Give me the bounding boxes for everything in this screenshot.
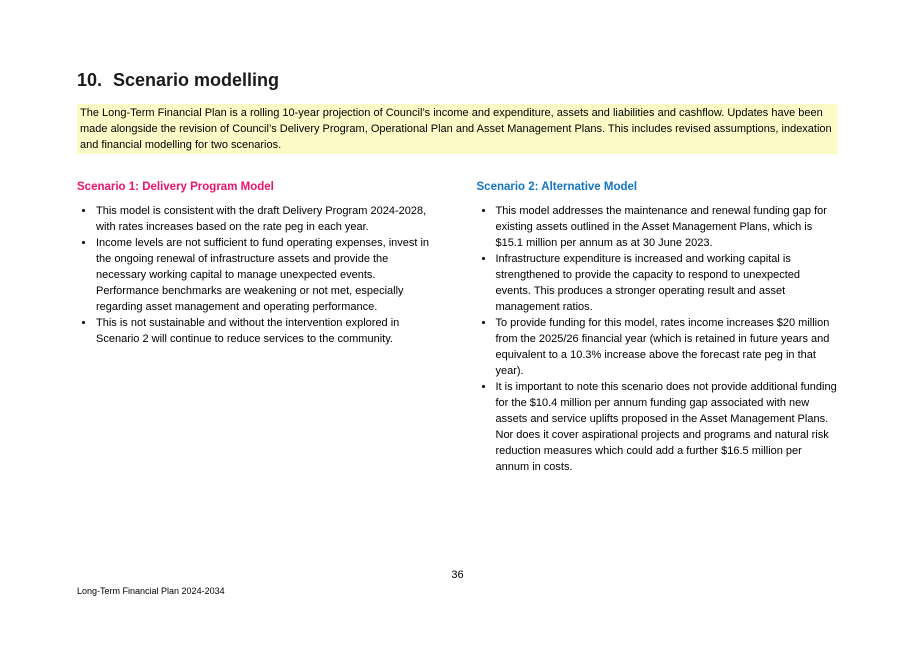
page-number: 36 xyxy=(451,569,464,581)
scenario-2-bullet-item: • To provide funding for this model, rates income increases $20 million from the 2025/26 financial year (which is retained in future years and equivalent to a 10.3% increase above the forecast rate peg in that year). xyxy=(495,315,839,379)
section-title: Scenario modelling xyxy=(113,70,280,90)
footer-document-title: Long-Term Financial Plan 2024-2034 xyxy=(77,586,225,596)
scenario-columns xyxy=(77,180,838,475)
scenario-1-heading: Scenario 1: Delivery Program Model xyxy=(77,181,274,193)
scenario-1-bullet-list xyxy=(77,203,439,347)
scenario-1-bullet-item: • Income levels are not sufficient to fund operating expenses, invest in the ongoing renewal of infrastructure assets and provide the necessary working capital to manage unexpected events. Performance benchmarks are weakening or not met, especially regarding asset management and operating performance. xyxy=(95,235,439,315)
intro-highlighted-paragraph: The Long-Term Financial Plan is a rolling 10-year projection of Council’s income and expenditure, assets and liabilities and cashflow. Updates have been made alongside the revision of Council’s Delivery Program, Operational Plan and Asset Management Plans. This includes revised assumptions, indexation and financial modelling for two scenarios. xyxy=(77,104,838,154)
scenario-1-column xyxy=(77,180,439,475)
scenario-1-bullet-item: • This is not sustainable and without the intervention explored in Scenario 2 will continue to reduce services to the community. xyxy=(95,315,439,347)
section-number: 10. xyxy=(77,70,103,90)
scenario-2-bullet-item: • Infrastructure expenditure is increased and working capital is strengthened to provide the capacity to respond to unexpected events. This produces a stronger operating result and asset management ratios. xyxy=(495,251,839,315)
section-heading xyxy=(77,70,838,91)
scenario-1-bullet-item: • This model is consistent with the draft Delivery Program 2024-2028, with rates increases based on the rate peg in each year. xyxy=(95,203,439,235)
scenario-2-bullet-item: • This model addresses the maintenance and renewal funding gap for existing assets outlined in the Asset Management Plans, which is $15.1 million per annum as at 30 June 2023. xyxy=(495,203,839,251)
scenario-2-heading: Scenario 2: Alternative Model xyxy=(476,181,638,193)
scenario-2-column xyxy=(477,180,839,475)
scenario-2-bullet-item: • It is important to note this scenario does not provide additional funding for the $10.4 million per annum funding gap associated with new assets and service uplifts proposed in the Asset Management Plans. Nor does it cover aspirational projects and programs and natural risk reduction measures which could add a further $16.5 million per annum in costs. xyxy=(495,379,839,475)
scenario-2-bullet-list xyxy=(477,203,839,475)
